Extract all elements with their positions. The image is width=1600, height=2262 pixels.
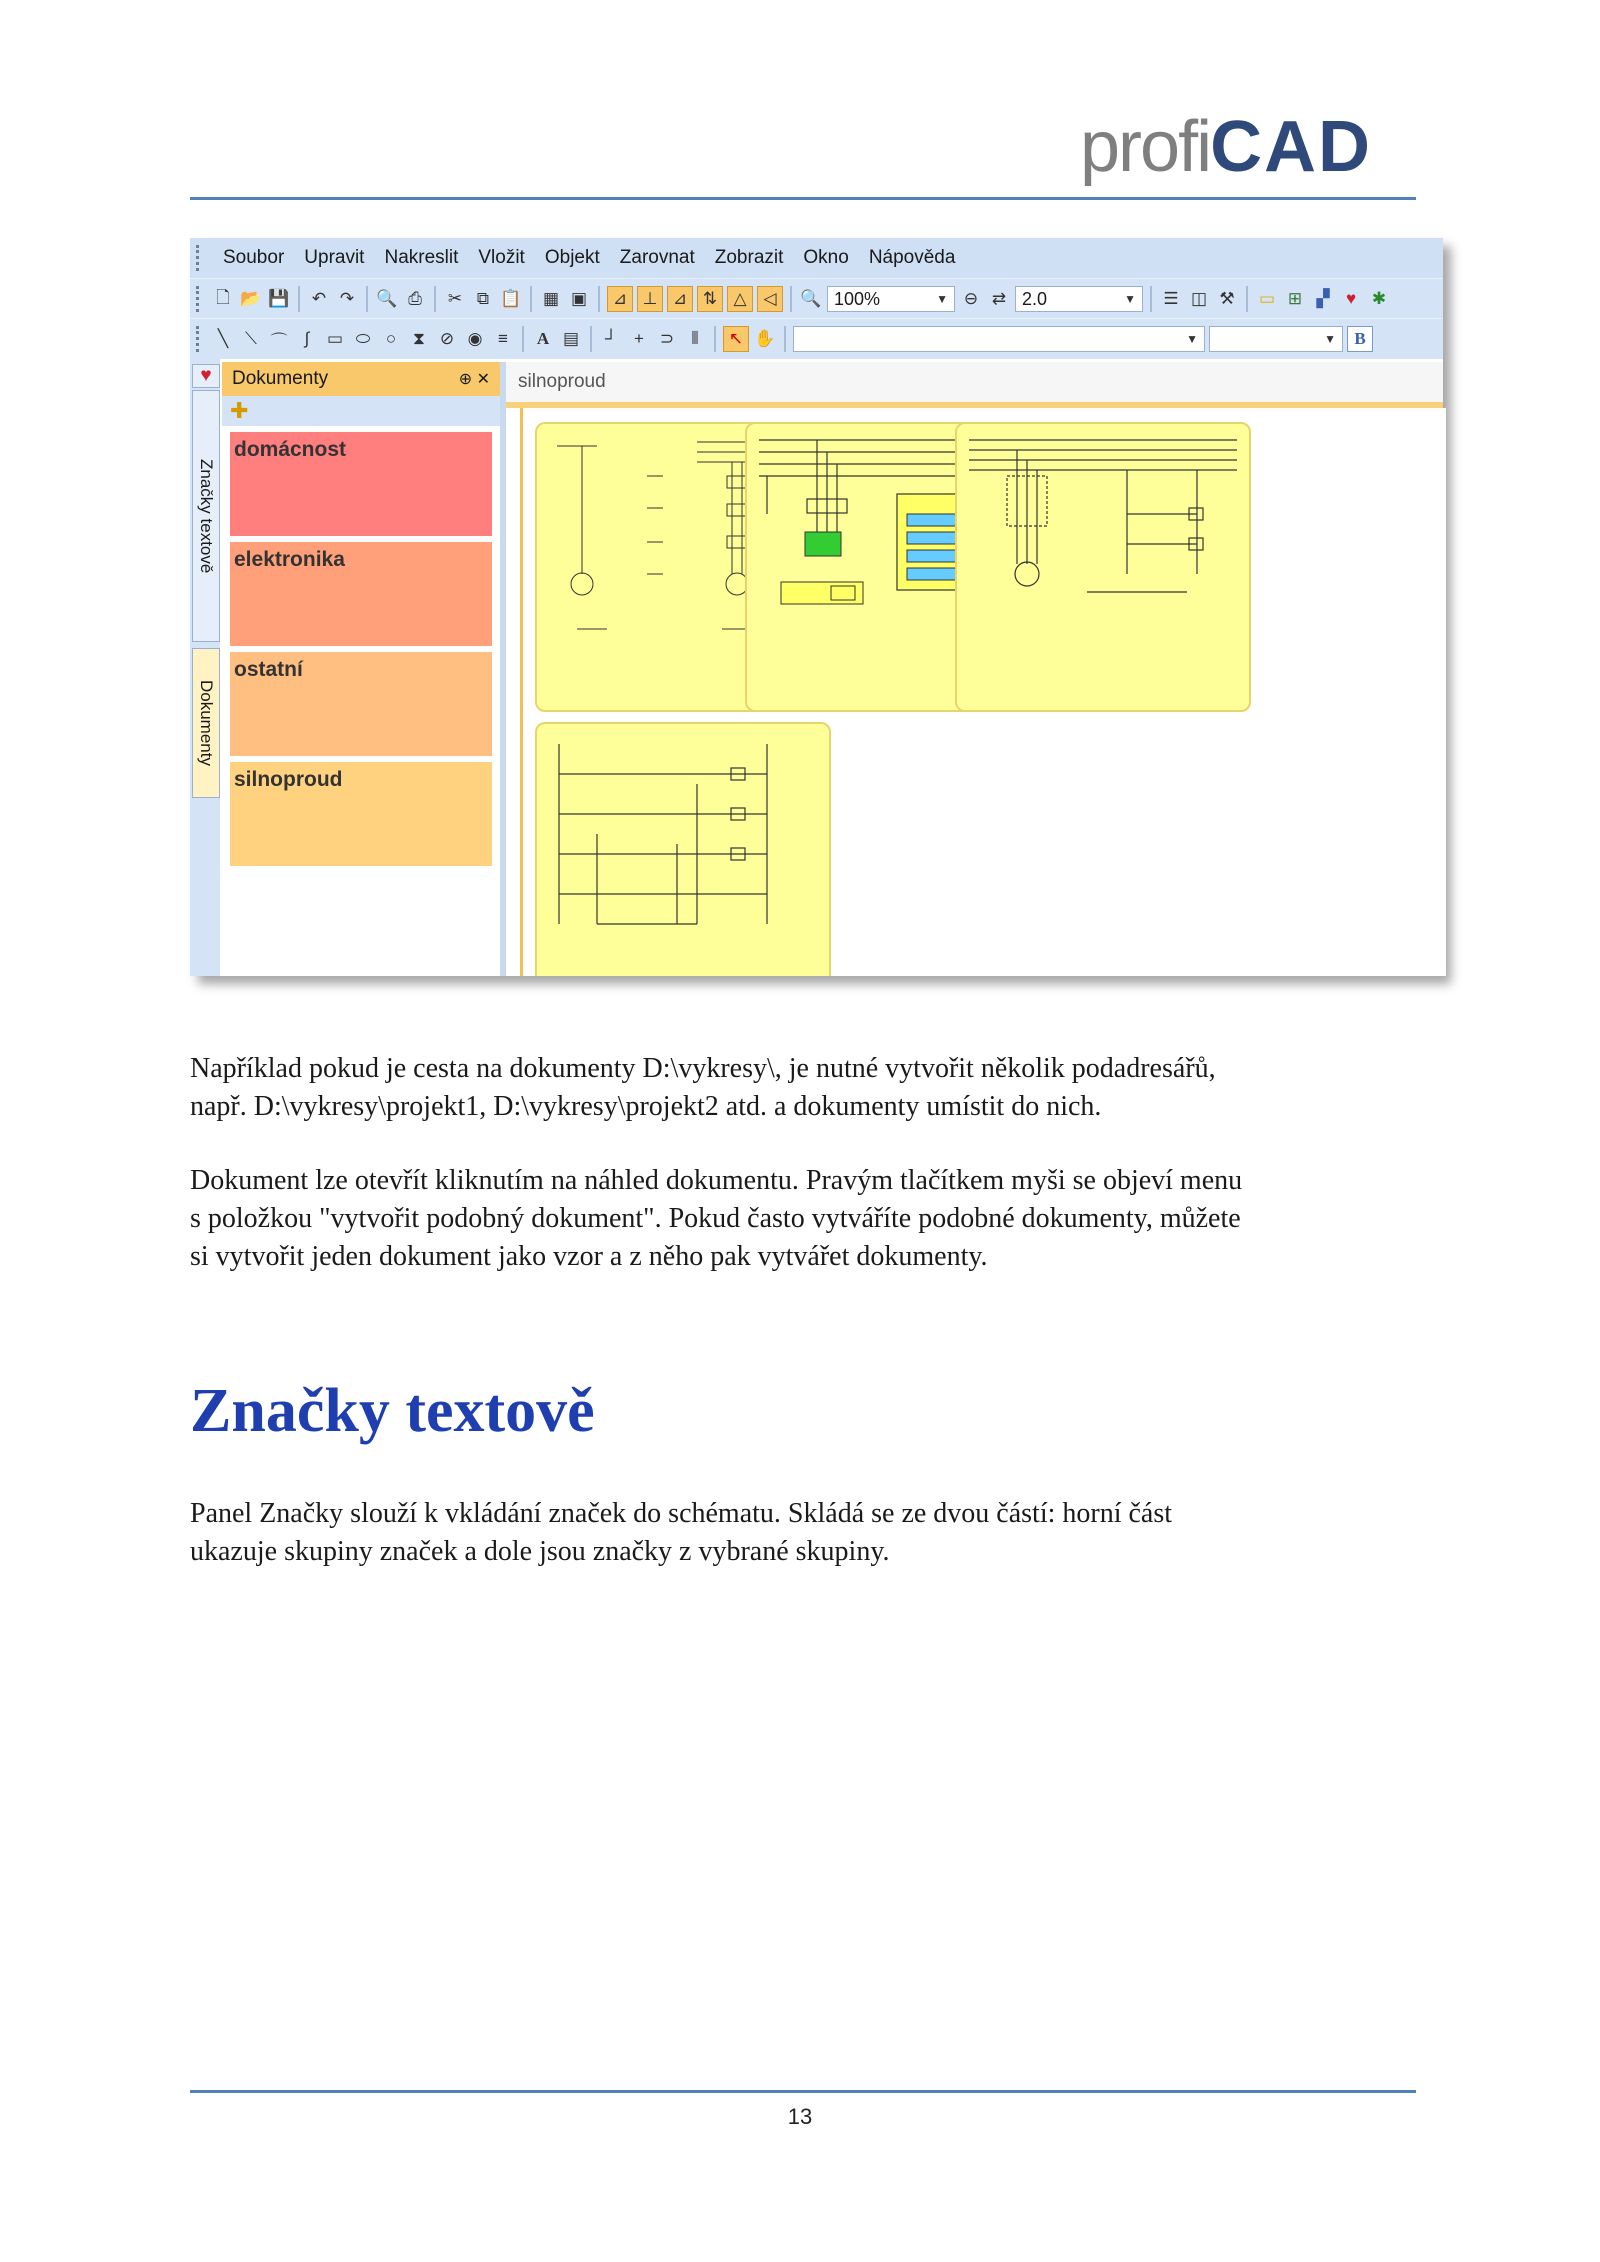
toolbar-grip[interactable] xyxy=(196,326,203,352)
menu-zarovnat[interactable]: Zarovnat xyxy=(619,247,695,268)
eye-icon[interactable]: ◉ xyxy=(467,329,483,348)
mirror-icon[interactable]: ◁ xyxy=(757,286,783,312)
chevron-down-icon: ▼ xyxy=(1186,332,1198,346)
doc-tab-label: silnoproud xyxy=(518,371,606,392)
menu-soubor[interactable]: Soubor xyxy=(223,247,285,268)
toolbar-separator xyxy=(530,286,532,312)
schematic-preview xyxy=(957,424,1249,710)
align-center-icon[interactable]: ⊥ xyxy=(637,286,663,312)
category-label: elektronika xyxy=(234,548,345,571)
tools-icon[interactable]: ⚒ xyxy=(1219,289,1235,308)
chevron-down-icon: ▼ xyxy=(1124,292,1136,306)
category-label: silnoproud xyxy=(234,768,343,791)
bus-icon[interactable]: ⦀ xyxy=(691,329,699,348)
document-thumbnail[interactable] xyxy=(535,722,831,976)
no-fill-icon[interactable]: ⊘ xyxy=(439,329,455,348)
junction-icon[interactable]: + xyxy=(634,329,644,348)
new-file-icon[interactable]: 🗋 xyxy=(216,287,230,307)
lines-icon[interactable]: ≡ xyxy=(498,329,508,348)
paragraph-2-line-1: Dokument lze otevřít kliknutím na náhled dokumentu. Pravým tlačítkem myši se objeví menu xyxy=(190,1165,1243,1196)
line-icon[interactable]: ╲ xyxy=(217,329,229,348)
header-rule xyxy=(190,197,1416,200)
hand-pan-icon[interactable]: ✋ xyxy=(754,329,776,348)
paragraph-2-line-2: s položkou "vytvořit podobný dokument". Pokud často vytváříte podobné dokumenty, můžete xyxy=(190,1203,1241,1234)
menu-okno[interactable]: Okno xyxy=(803,247,849,268)
drawing-toolbar xyxy=(190,318,1443,359)
standard-toolbar xyxy=(190,278,1443,319)
chevron-down-icon: ▼ xyxy=(1324,332,1336,346)
zoom-select[interactable] xyxy=(827,286,955,312)
menu-bar xyxy=(190,238,1443,278)
paragraph-1 xyxy=(190,1050,1420,1126)
heart-icon[interactable]: ♥ xyxy=(192,364,220,388)
category-label: ostatní xyxy=(234,658,303,681)
heart-icon[interactable]: ♥ xyxy=(1345,289,1357,308)
panel-toolbar xyxy=(222,396,500,426)
line-width-icon[interactable]: ⇄ xyxy=(991,289,1007,308)
category-domacnost[interactable] xyxy=(230,432,492,536)
folder-icon[interactable]: ▭ xyxy=(1258,289,1276,308)
document-thumbnail[interactable] xyxy=(955,422,1251,712)
curve-icon[interactable]: ∫ xyxy=(304,329,310,348)
panel-header xyxy=(222,362,500,396)
redo-icon[interactable]: ↷ xyxy=(339,289,355,308)
toolbar-separator xyxy=(598,286,600,312)
polyline-icon[interactable]: ⟍ xyxy=(245,329,257,348)
paste-icon[interactable]: 📋 xyxy=(500,289,522,308)
menu-upravit[interactable]: Upravit xyxy=(304,247,365,268)
align-right-icon[interactable]: ⊿ xyxy=(667,286,693,312)
copy-icon[interactable]: ⧉ xyxy=(476,289,490,308)
image-icon[interactable]: ▣ xyxy=(570,289,588,308)
flip-icon[interactable]: ⇅ xyxy=(697,286,723,312)
open-folder-icon[interactable]: 📂 xyxy=(240,289,262,308)
documents-panel xyxy=(222,362,506,976)
thumbnail-grid xyxy=(520,408,1446,976)
export-image-icon[interactable]: ▦ xyxy=(542,289,560,308)
left-tab-strip xyxy=(190,358,220,976)
layers-icon[interactable]: ☰ xyxy=(1163,289,1179,308)
tab-dokumenty-label: Dokumenty xyxy=(197,680,216,766)
proficad-logo xyxy=(1080,107,1410,187)
rotate-icon[interactable]: △ xyxy=(727,286,753,312)
print-preview-icon[interactable]: 🔍 xyxy=(376,289,398,308)
chevron-down-icon: ▼ xyxy=(936,292,948,306)
cut-icon[interactable]: ✂ xyxy=(447,289,463,308)
category-elektronika[interactable] xyxy=(230,542,492,646)
menu-nakreslit[interactable]: Nakreslit xyxy=(384,247,459,268)
align-left-icon[interactable]: ⊿ xyxy=(607,286,633,312)
tab-znacky-textove[interactable] xyxy=(192,390,220,642)
zoom-value: 100% xyxy=(834,288,881,309)
wire-icon[interactable]: ┘ xyxy=(604,329,618,348)
undo-icon[interactable]: ↶ xyxy=(311,289,327,308)
bold-icon[interactable]: B xyxy=(1347,326,1373,352)
select-arrow-icon[interactable]: ↖ xyxy=(723,326,749,352)
tab-dokumenty[interactable] xyxy=(192,648,220,798)
tree-icon[interactable]: ⊞ xyxy=(1287,289,1303,308)
toolbar-separator xyxy=(522,326,524,352)
rectangle-icon[interactable]: ▭ xyxy=(326,329,344,348)
category-label: domácnost xyxy=(234,438,347,461)
toolbar-separator xyxy=(366,286,368,312)
footer-rule xyxy=(190,2090,1416,2093)
page-number: 13 xyxy=(787,2104,813,2129)
panel-pin-close-buttons[interactable]: ⊕ ✕ xyxy=(458,371,490,388)
paragraph-3 xyxy=(190,1495,1420,1571)
print-icon[interactable]: ⎙ xyxy=(408,289,422,308)
circle-icon[interactable]: ○ xyxy=(385,329,397,348)
line-width-value: 2.0 xyxy=(1022,288,1048,309)
menu-objekt[interactable]: Objekt xyxy=(544,247,600,268)
schematic-preview xyxy=(537,724,829,974)
arc-icon[interactable]: ⌒ xyxy=(270,331,288,351)
toolbar-separator xyxy=(1150,286,1152,312)
paragraph-3-line-1: Panel Značky slouží k vkládání značek do schématu. Skládá se ze dvou částí: horní část xyxy=(190,1498,1173,1529)
font-name-select[interactable] xyxy=(793,326,1205,352)
add-icon[interactable]: ✚ xyxy=(230,398,249,423)
paragraph-2 xyxy=(190,1162,1420,1276)
line-width-select[interactable] xyxy=(1015,286,1143,312)
columns-icon[interactable]: ◫ xyxy=(1190,289,1208,308)
save-icon[interactable]: 💾 xyxy=(268,289,290,308)
logo-profi: profi xyxy=(1080,107,1211,187)
table-icon[interactable]: ▤ xyxy=(562,329,580,348)
toolbar-separator xyxy=(1246,286,1248,312)
toolbar-separator xyxy=(590,326,592,352)
menu-vlozit[interactable]: Vložit xyxy=(478,247,525,268)
symbols-icon[interactable]: ▞ xyxy=(1316,289,1330,308)
text-icon[interactable]: A xyxy=(536,329,550,348)
paragraph-3-line-2: ukazuje skupiny značek a dole jsou značky z vybrané skupiny. xyxy=(190,1536,890,1567)
logo-cad: CAD xyxy=(1210,107,1373,187)
menu-zobrazit[interactable]: Zobrazit xyxy=(714,247,784,268)
toolbar-separator xyxy=(434,286,436,312)
tab-znacky-textove-label: Značky textově xyxy=(197,458,216,574)
section-heading: Značky textově xyxy=(190,1377,595,1445)
puzzle-icon[interactable]: ✱ xyxy=(1371,289,1387,308)
paragraph-1-line-2: např. D:\vykresy\projekt1, D:\vykresy\projekt2 atd. a dokumenty umístit do nich. xyxy=(190,1091,1102,1122)
panel-title: Dokumenty xyxy=(232,368,329,389)
toolbar-separator xyxy=(298,286,300,312)
ellipse-icon[interactable]: ⬭ xyxy=(355,329,371,348)
paragraph-2-line-3: si vytvořit jeden dokument jako vzor a z něho pak vytvářet dokumenty. xyxy=(190,1241,988,1272)
toolbar-separator xyxy=(714,326,716,352)
toolbar-grip[interactable] xyxy=(196,286,203,312)
font-size-select[interactable] xyxy=(1209,326,1343,352)
tab-silnoproud[interactable] xyxy=(506,362,1443,408)
hourglass-icon[interactable]: ⧗ xyxy=(413,329,425,348)
toolbar-separator xyxy=(790,286,792,312)
zoom-out-icon[interactable]: ⊖ xyxy=(963,289,979,308)
document-browser xyxy=(506,362,1443,976)
toolbar-grip[interactable] xyxy=(196,245,203,271)
zoom-icon[interactable]: 🔍 xyxy=(800,289,822,308)
paragraph-1-line-1: Například pokud je cesta na dokumenty D:\vykresy\, je nutné vytvořit několik podadresářů, xyxy=(190,1053,1216,1084)
terminal-icon[interactable]: ⊃ xyxy=(659,329,675,348)
app-screenshot xyxy=(190,238,1443,976)
toolbar-separator xyxy=(784,326,786,352)
menu-napoveda[interactable]: Nápověda xyxy=(868,247,956,268)
category-silnoproud[interactable] xyxy=(230,762,492,866)
category-ostatni[interactable] xyxy=(230,652,492,756)
